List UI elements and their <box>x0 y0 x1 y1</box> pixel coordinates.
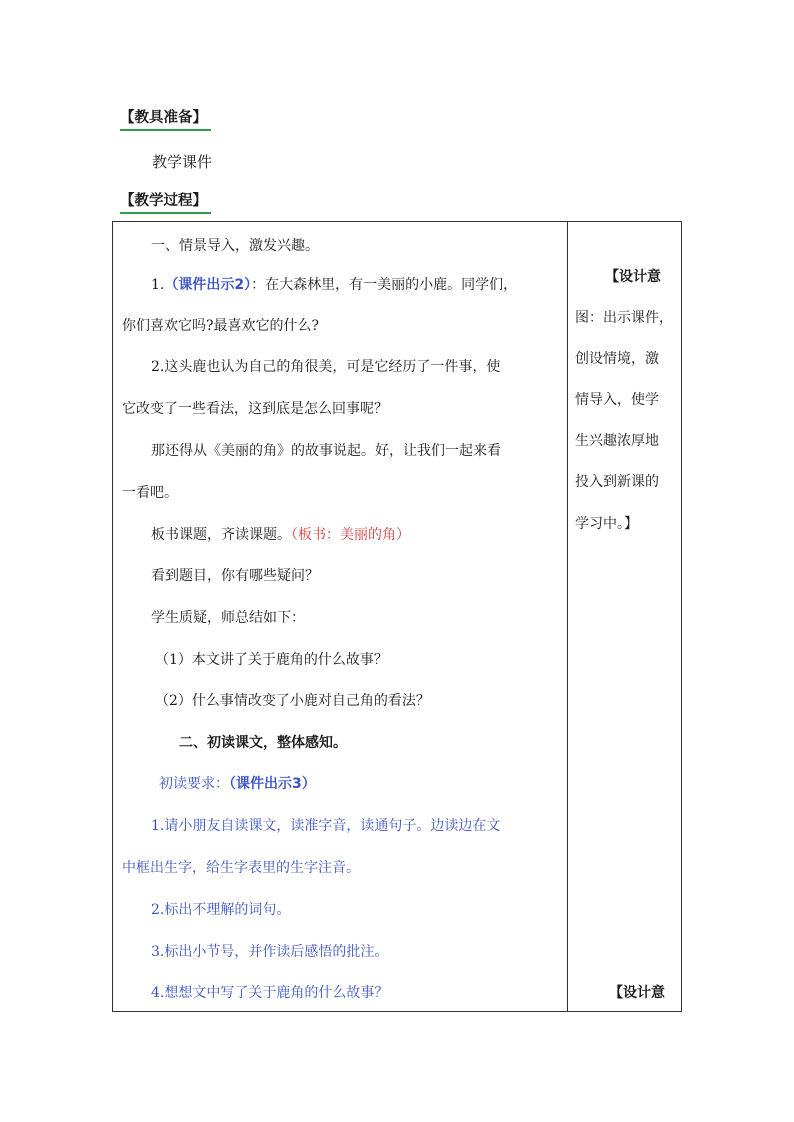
design-note-line: 【设计意 <box>609 985 665 1001</box>
design-note-line: 图：出示课件， <box>575 310 673 326</box>
section-heading-process: 【教学过程】 <box>120 191 211 214</box>
courseware-tag: （课件出示3） <box>229 776 316 792</box>
section-title: 二、初读课文，整体感知。 <box>179 735 347 751</box>
lesson-table <box>112 221 682 1012</box>
main-line <box>159 774 316 794</box>
main-line: （2）什么事情改变了小鹿对自己角的看法？ <box>155 693 430 709</box>
main-line: 那还得从《美丽的角》的故事说起。好，让我们一起来看 <box>151 443 501 459</box>
board-writing-tag: （板书：美丽的角） <box>291 527 410 543</box>
design-note-line: 生兴趣浓厚地 <box>575 433 659 449</box>
main-line: 你们喜欢它吗?最喜欢它的什么? <box>122 318 320 334</box>
design-note-line: 学习中。】 <box>575 516 638 532</box>
main-line: 学生质疑，师总结如下： <box>151 610 305 626</box>
design-note-line: 【设计意 <box>605 269 661 285</box>
main-line <box>151 525 410 545</box>
main-line-segment: 初读要求： <box>159 776 229 792</box>
main-line: 中框出生字，给生字表里的生字注音。 <box>122 860 360 876</box>
main-line-segment: ：在大森林里，有一美丽的小鹿。同学们， <box>251 277 518 293</box>
main-line: （1）本文讲了关于鹿角的什么故事？ <box>155 652 388 668</box>
prep-content: 教学课件 <box>152 153 213 171</box>
column-divider <box>567 222 568 1011</box>
main-line: 2.标出不理解的词句。 <box>151 902 291 918</box>
main-line-segment: 板书课题，齐读课题。 <box>151 527 291 543</box>
main-line: 2.这头鹿也认为自己的角很美，可是它经历了一件事，使 <box>151 359 501 375</box>
main-line: 3.标出小节号，并作读后感悟的批注。 <box>151 944 389 960</box>
design-note-line: 创设情境，激 <box>575 351 659 367</box>
courseware-tag: （课件出示2） <box>164 277 252 293</box>
main-line: 一看吧。 <box>122 485 178 501</box>
section-heading-prep: 【教具准备】 <box>120 108 211 131</box>
main-line: 一、情景导入，激发兴趣。 <box>151 238 319 254</box>
main-line: 4.想想文中写了关于鹿角的什么故事？ <box>151 985 389 1001</box>
main-line: 1.请小朋友自读课文，读准字音，读通句子。边读边在文 <box>151 818 501 834</box>
main-line: 看到题目，你有哪些疑问？ <box>151 568 319 584</box>
design-note-line: 投入到新课的 <box>575 474 659 490</box>
design-note-line: 情导入，使学 <box>575 392 659 408</box>
main-line: 它改变了一些看法，这到底是怎么回事呢？ <box>122 401 388 417</box>
main-line <box>151 275 517 295</box>
main-line-segment: 1. <box>151 277 165 293</box>
